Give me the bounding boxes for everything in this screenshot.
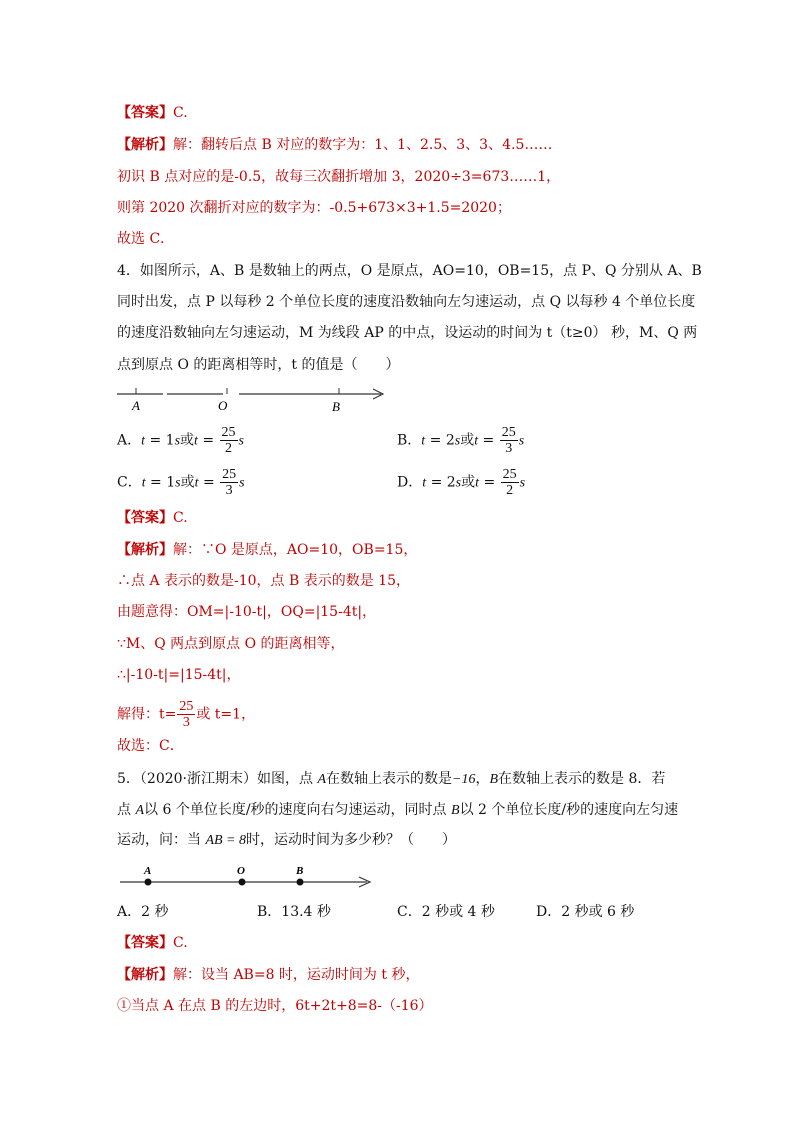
point-label-a: A <box>132 398 140 413</box>
point-b <box>297 879 304 886</box>
var-t: t <box>474 433 479 449</box>
text: 点 <box>117 802 136 818</box>
unit: s <box>174 433 181 449</box>
or-text: 或 <box>461 474 476 491</box>
unit: s <box>175 475 181 491</box>
solution-text: 解：翻转后点 B 对应的数字为：1、1、2.5、3、3、4.5…… <box>173 137 553 153</box>
solution-tag: 【解析】 <box>117 967 173 983</box>
question-4-line-4: 点到原点 O 的距离相等时，t 的值是（ ） <box>117 357 400 373</box>
solution-2-line-3: 由题意得：OM=|-10-t|，OQ=|15-4t|， <box>117 604 377 620</box>
question-5-line-1 <box>117 769 665 790</box>
eq: = 2 <box>425 432 455 449</box>
unit: s <box>518 433 525 449</box>
numerator: 25 <box>179 699 194 714</box>
solution-text: 或 t=1， <box>196 706 256 723</box>
denominator: 3 <box>182 715 190 730</box>
option-label: B． <box>397 432 422 449</box>
option-d[interactable] <box>397 467 525 498</box>
answer-tag: 【答案】 <box>117 510 173 526</box>
or-text: 或 <box>180 474 195 491</box>
point-label-b: B <box>296 865 304 877</box>
option-c[interactable]: C．2 秒或 4 秒 <box>397 904 495 920</box>
var-t: t <box>194 433 198 449</box>
unit: s <box>454 433 461 449</box>
option-c[interactable] <box>117 467 245 498</box>
var: A <box>317 772 326 787</box>
math: −16 <box>452 772 476 787</box>
unit: s <box>455 475 462 491</box>
denominator: 2 <box>506 483 514 498</box>
var: B <box>451 803 460 818</box>
eq: = <box>479 474 500 491</box>
option-a[interactable]: A．2 秒 <box>117 904 169 920</box>
var-t: t <box>194 475 199 491</box>
numerator: 25 <box>222 467 237 482</box>
fraction <box>500 425 518 456</box>
option-a[interactable] <box>117 425 244 456</box>
numerator: 25 <box>221 425 236 440</box>
solution-2-line-4: ∵M、Q 两点到原点 O 的距离相等， <box>117 636 345 652</box>
fraction <box>220 425 238 456</box>
solution-tag: 【解析】 <box>117 137 173 153</box>
solution-text: 解得：t= <box>117 706 177 723</box>
text: 以 6 个单位长度/秒的速度向右匀速运动，同时点 <box>144 802 451 818</box>
option-d[interactable]: D．2 秒或 6 秒 <box>536 904 635 920</box>
or-text: 或 <box>180 432 195 449</box>
text: 时，运动时间为多少秒？（ ） <box>246 832 457 848</box>
answer-tag: 【答案】 <box>117 935 173 951</box>
unit: s <box>239 475 245 491</box>
solution-2-line-1 <box>117 540 417 560</box>
unit: s <box>519 475 526 491</box>
solution-tag: 【解析】 <box>117 542 173 558</box>
or-text: 或 <box>460 432 475 449</box>
solution-3-line-1 <box>117 965 419 985</box>
solution-2-line-2: ∴点 A 表示的数是-10，点 B 表示的数是 15， <box>117 573 411 589</box>
var-t: t <box>421 433 426 449</box>
point-label-a: A <box>144 865 152 877</box>
option-label: D． <box>397 474 423 491</box>
var: A <box>135 803 145 818</box>
var: B <box>489 772 499 787</box>
answer-value: C. <box>173 510 188 526</box>
text: 运动，问：当 <box>117 832 206 848</box>
option-label: C． <box>117 474 142 491</box>
solution-1-line-2: 初识 B 点对应的是-0.5，故每三次翻折增加 3，2020÷3=673……1， <box>117 169 561 185</box>
unit: s <box>238 433 244 449</box>
text: ， <box>475 771 490 787</box>
solution-1-line-3: 则第 2020 次翻折对应的数字为：-0.5+673×3+1.5=2020； <box>117 200 511 216</box>
fraction <box>501 467 519 498</box>
denominator: 3 <box>225 483 233 498</box>
answer-line-2 <box>117 508 188 528</box>
numerator: 25 <box>501 425 516 440</box>
point-label-o: O <box>218 398 228 413</box>
option-b[interactable]: B．13.4 秒 <box>257 904 331 920</box>
fraction <box>177 699 195 730</box>
question-4-line-2: 同时出发，点 P 以每秒 2 个单位长度的速度沿数轴向左匀速运动，点 Q 以每秒 4 个单位长度 <box>117 294 696 310</box>
question-4-line-3: 的速度沿数轴向左匀速运动，M 为线段 AP 的中点，设运动的时间为 t（t≥0） 秒，M、Q 两 <box>117 325 698 341</box>
math: AB = 8 <box>205 833 247 848</box>
var-t: t <box>141 475 146 491</box>
numerator: 25 <box>502 467 517 482</box>
text: 以 2 个单位长度/秒的速度向左匀速 <box>459 802 679 818</box>
solution-text: 解：∵O 是原点，AO=10，OB=15， <box>173 542 418 558</box>
point-label-o: O <box>237 865 245 877</box>
point-label-b: B <box>332 399 340 414</box>
solution-2-line-6 <box>117 699 255 730</box>
question-4-line-1: 4．如图所示，A、B 是数轴上的两点，O 是原点，AO=10，OB=15，点 P、Q 分别从 A、B <box>117 263 702 279</box>
option-b[interactable] <box>397 425 524 456</box>
answer-tag: 【答案】 <box>117 105 173 121</box>
var-t: t <box>141 433 146 449</box>
answer-line-1 <box>117 103 188 123</box>
solution-2-line-5: ∴|-10-t|=|15-4t|， <box>117 667 241 683</box>
solution-text: 解：设当 AB=8 时，运动时间为 t 秒， <box>173 967 420 983</box>
answer-value: C. <box>173 105 188 121</box>
text: 5．（2020·浙江期末）如图，点 <box>117 771 318 787</box>
answer-line-3 <box>117 933 188 953</box>
answer-value: C. <box>173 935 188 951</box>
point-o <box>239 879 246 886</box>
solution-1-line-1 <box>117 135 552 155</box>
solution-3-line-2: ①当点 A 在点 B 的左边时，6t+2t+8=8-（-16） <box>117 998 433 1014</box>
text: 在数轴上表示的数是 <box>326 771 452 787</box>
option-label: A． <box>117 432 142 449</box>
fraction <box>220 467 238 498</box>
solution-1-line-4: 故选 C． <box>117 231 175 247</box>
eq: = 1 <box>145 432 175 449</box>
var-t: t <box>422 475 427 491</box>
eq: = <box>478 432 499 449</box>
number-line-q4 <box>115 383 395 415</box>
eq: = <box>197 432 219 449</box>
denominator: 3 <box>505 441 513 456</box>
denominator: 2 <box>225 441 233 456</box>
eq: = 1 <box>145 474 176 491</box>
question-5-line-3 <box>117 830 456 851</box>
eq: = <box>198 474 220 491</box>
eq: = 2 <box>426 474 456 491</box>
var-t: t <box>475 475 480 491</box>
point-a <box>145 879 152 886</box>
text: 在数轴上表示的数是 8．若 <box>498 771 666 787</box>
solution-2-line-7: 故选：C． <box>117 738 184 754</box>
number-line-q5 <box>115 860 380 892</box>
question-5-line-2 <box>117 800 678 821</box>
